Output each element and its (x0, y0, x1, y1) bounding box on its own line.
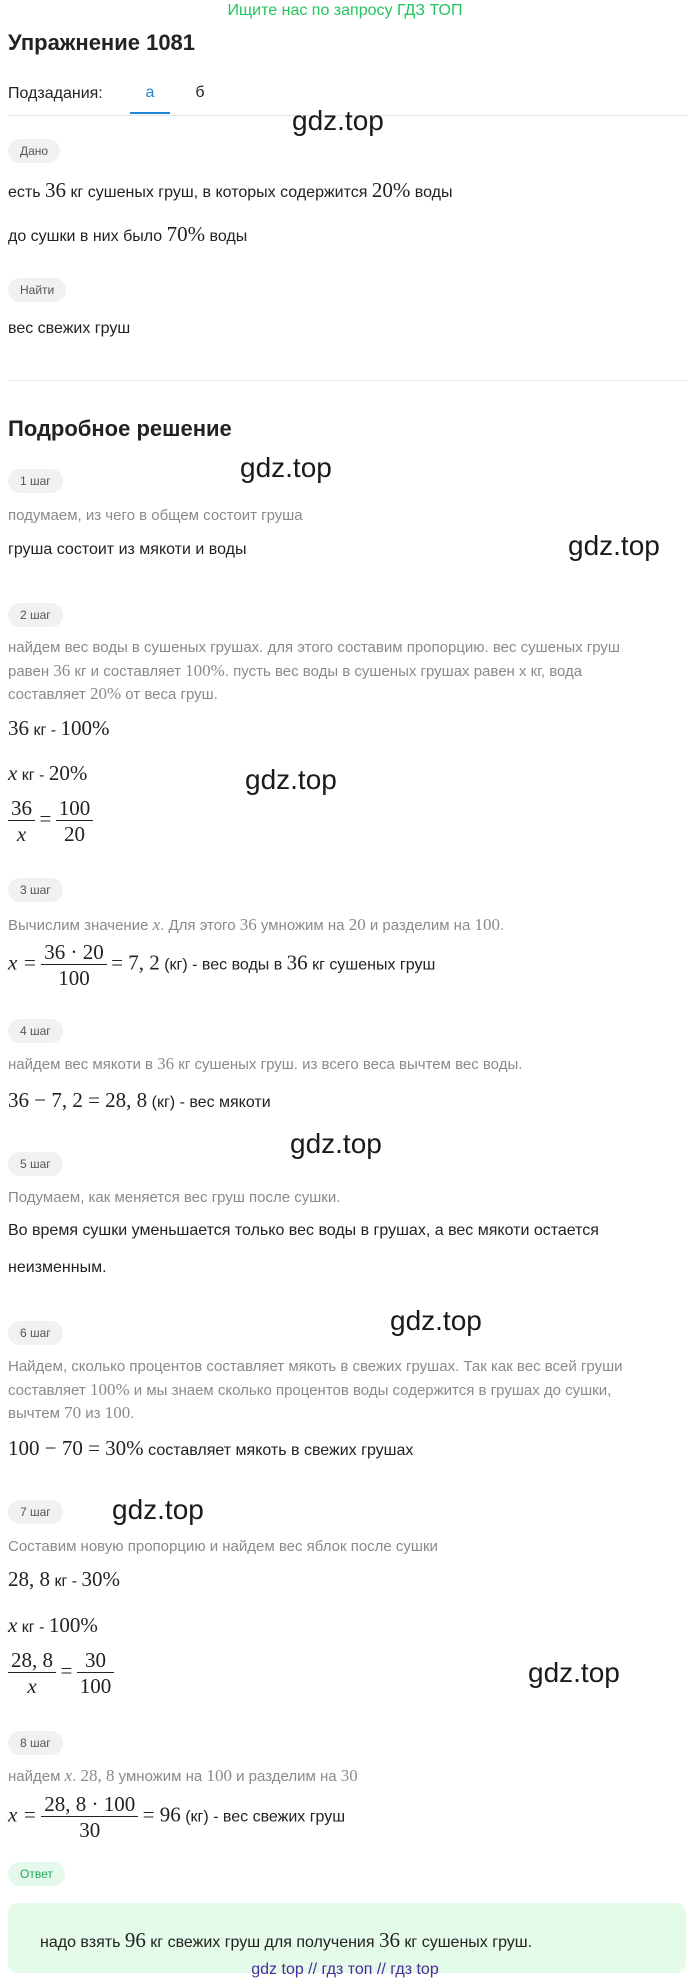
step-2-proportion-2: x кг - 20% (8, 761, 88, 785)
step-5-badge: 5 шаг (8, 1152, 63, 1176)
step-7-badge: 7 шаг (8, 1500, 63, 1524)
given-badge: Дано (8, 139, 60, 163)
subtasks-label: Подзадания: (8, 85, 103, 102)
step-4-note: найдем вес мякоти в 36 кг сушеных груш. из всего веса вычтем вес воды. (8, 1054, 523, 1073)
step-7-note: Составим новую пропорцию и найдем вес яблок после сушки (8, 1538, 438, 1555)
watermark: gdz.top (240, 452, 332, 483)
tab-active-indicator (130, 112, 170, 114)
solution-title: Подробное решение (8, 416, 232, 441)
tab-a[interactable]: а (145, 84, 155, 101)
step-2-proportion-1: 36 кг - 100% (8, 716, 110, 740)
footer-link[interactable]: гдз top (390, 1961, 439, 1978)
watermark: gdz.top (112, 1494, 204, 1525)
step-7-proportion-2: x кг - 100% (8, 1613, 98, 1637)
step-1-badge: 1 шаг (8, 469, 63, 493)
step-2-note-2: равен 36 кг и составляет 100%. пусть вес воды в сушеных грушах равен х кг, вода (8, 661, 583, 680)
find-badge: Найти (8, 278, 66, 302)
step-8-equation: x = $\frac{28, 8 \cdot 100}{30}$ = 96 (кг) - вес свежих груш (8, 1792, 346, 1842)
watermark: gdz.top (528, 1657, 620, 1688)
step-3-note: Вычислим значение x. Для этого 36 умножим на 20 и разделим на 100. (8, 915, 505, 934)
step-8-badge: 8 шаг (8, 1731, 63, 1755)
step-6-equation: 100 − 70 = 30% составляет мякоть в свежих грушах (8, 1436, 414, 1460)
step-2-fraction-equation: $\frac{36}{x}$ = $\frac{100}{20}$ (8, 796, 93, 847)
step-5-text-2: неизменным. (8, 1259, 107, 1276)
step-1-text: груша состоит из мякоти и воды (8, 541, 247, 558)
step-2-note-3: составляет 20% от веса груш. (8, 684, 218, 703)
given-line-1: есть 36 кг сушеных груш, в которых содержится 20% воды (8, 178, 453, 202)
tab-b[interactable]: б (195, 84, 205, 101)
page-title: Упражнение 1081 (8, 30, 196, 55)
footer-links: gdz top // гдз топ // гдз top (251, 1961, 439, 1978)
watermark: gdz.top (245, 764, 337, 795)
watermark: gdz.top (390, 1305, 482, 1336)
step-7-fraction-equation: $\frac{28, 8}{x}$ = $\frac{30}{100}$ (8, 1648, 114, 1699)
step-8-note: найдем x. 28, 8 умножим на 100 и разделим на 30 (8, 1766, 358, 1785)
step-4-equation: 36 − 7, 2 = 28, 8 (кг) - вес мякоти (8, 1088, 271, 1112)
watermark: gdz.top (290, 1128, 382, 1159)
watermark: gdz.top (292, 105, 384, 136)
watermark: gdz.top (568, 530, 660, 561)
step-6-badge: 6 шаг (8, 1321, 63, 1345)
answer-badge: Ответ (8, 1862, 65, 1886)
step-5-note: Подумаем, как меняется вес груш после сушки. (8, 1189, 341, 1206)
step-6-note-2: составляет 100% и мы знаем сколько процентов воды содержится в грушах до сушки, (8, 1380, 612, 1399)
footer-link[interactable]: гдз топ (321, 1961, 373, 1978)
section-divider (8, 380, 688, 381)
step-5-text-1: Во время сушки уменьшается только вес воды в грушах, а вес мякоти остается (8, 1222, 599, 1239)
step-3-equation: x = $\frac{36 \cdot 20}{100}$ = 7, 2 (кг) - вес воды в 36 кг сушеных груш (8, 940, 436, 990)
step-1-note: подумаем, из чего в общем состоит груша (8, 507, 303, 524)
step-2-note-1: найдем вес воды в сушеных грушах. для этого составим пропорцию. вес сушеных груш (8, 639, 620, 656)
step-6-note-1: Найдем, сколько процентов составляет мякоть в свежих грушах. Так как вес всей груши (8, 1358, 623, 1375)
given-line-2: до сушки в них было 70% воды (8, 222, 248, 246)
step-2-badge: 2 шаг (8, 603, 63, 627)
step-4-badge: 4 шаг (8, 1019, 63, 1043)
step-7-proportion-1: 28, 8 кг - 30% (8, 1567, 120, 1591)
answer-text: надо взять 96 кг свежих груш для получения 36 кг сушеных груш. (40, 1928, 533, 1952)
top-banner: Ищите нас по запросу ГДЗ ТОП (227, 2, 463, 19)
step-6-note-3: вычтем 70 из 100. (8, 1403, 135, 1422)
footer-link[interactable]: gdz top (251, 1961, 304, 1978)
step-3-badge: 3 шаг (8, 878, 63, 902)
find-text: вес свежих груш (8, 320, 131, 337)
